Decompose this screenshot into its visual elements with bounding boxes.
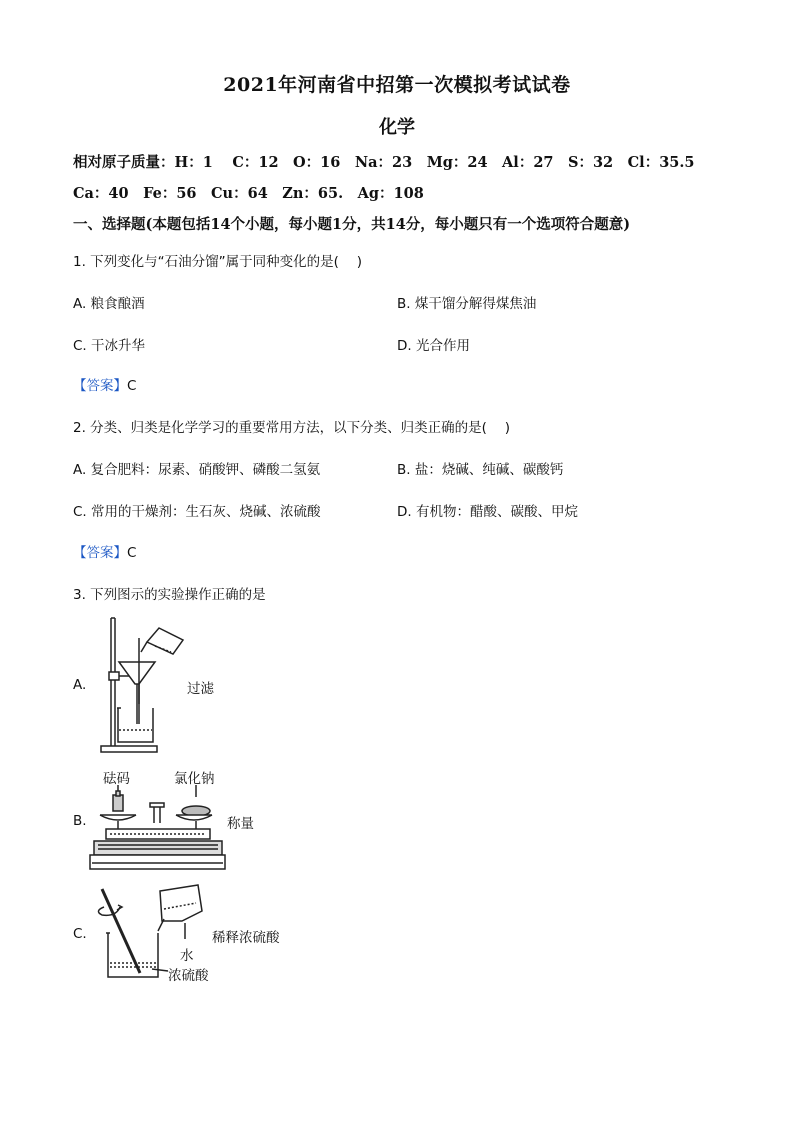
question-1-option-c: C. 干冰升华 xyxy=(73,338,146,354)
figure-a-caption: 过滤 xyxy=(187,681,214,697)
question-1-option-a: A. 粮食酿酒 xyxy=(73,296,145,312)
figure-b-letter: B. xyxy=(73,813,87,829)
question-2-option-c: C. 常用的干燥剂：生石灰、烧碱、浓硫酸 xyxy=(73,504,321,520)
figure-c-caption: 稀释浓硫酸 xyxy=(212,930,280,946)
figure-c-label-acid: 浓硫酸 xyxy=(168,968,209,984)
subject-title: 化学 xyxy=(379,117,415,138)
figure-b-label-sodium-chloride: 氯化钠 xyxy=(174,771,215,787)
question-2-option-b: B. 盐：烧碱、纯碱、碳酸钙 xyxy=(397,462,564,478)
question-2-option-d: D. 有机物：醋酸、碳酸、甲烷 xyxy=(397,504,578,520)
answer-value: C xyxy=(127,378,137,394)
question-1-option-d: D. 光合作用 xyxy=(397,338,470,354)
page-title: 2021年河南省中招第一次模拟考试试卷 xyxy=(223,74,571,96)
atomic-masses-line-2: Ca：40 Fe：56 Cu：64 Zn：65. Ag：108 xyxy=(73,185,424,202)
figure-c-letter: C. xyxy=(73,926,87,942)
question-1-stem: 1. 下列变化与“石油分馏”属于同种变化的是( ) xyxy=(73,254,362,270)
figure-a-letter: A. xyxy=(73,677,87,693)
figure-b-label-weights: 砝码 xyxy=(103,771,130,787)
question-2-answer xyxy=(73,541,136,561)
question-3-stem: 3. 下列图示的实验操作正确的是 xyxy=(73,587,266,603)
answer-tag: 【答案】 xyxy=(73,378,127,394)
question-2-stem: 2. 分类、归类是化学学习的重要常用方法，以下分类、归类正确的是( ) xyxy=(73,420,510,436)
figure-c-label-water: 水 xyxy=(180,948,194,964)
figure-b-caption: 称量 xyxy=(227,816,254,832)
question-1-answer xyxy=(73,374,136,394)
atomic-masses-line-1: 相对原子质量：H：1 C：12 O：16 Na：23 Mg：24 Al：27 S：32 Cl：35.5 xyxy=(73,154,695,171)
balance-illustration xyxy=(90,785,225,875)
answer-tag: 【答案】 xyxy=(73,545,127,561)
question-1-option-b: B. 煤干馏分解得煤焦油 xyxy=(397,296,537,312)
question-2-option-a: A. 复合肥料：尿素、硝酸钾、磷酸二氢氨 xyxy=(73,462,321,478)
section-heading: 一、选择题(本题包括14个小题，每小题1分，共14分，每小题只有一个选项符合题意) xyxy=(73,216,631,233)
answer-value: C xyxy=(127,545,137,561)
